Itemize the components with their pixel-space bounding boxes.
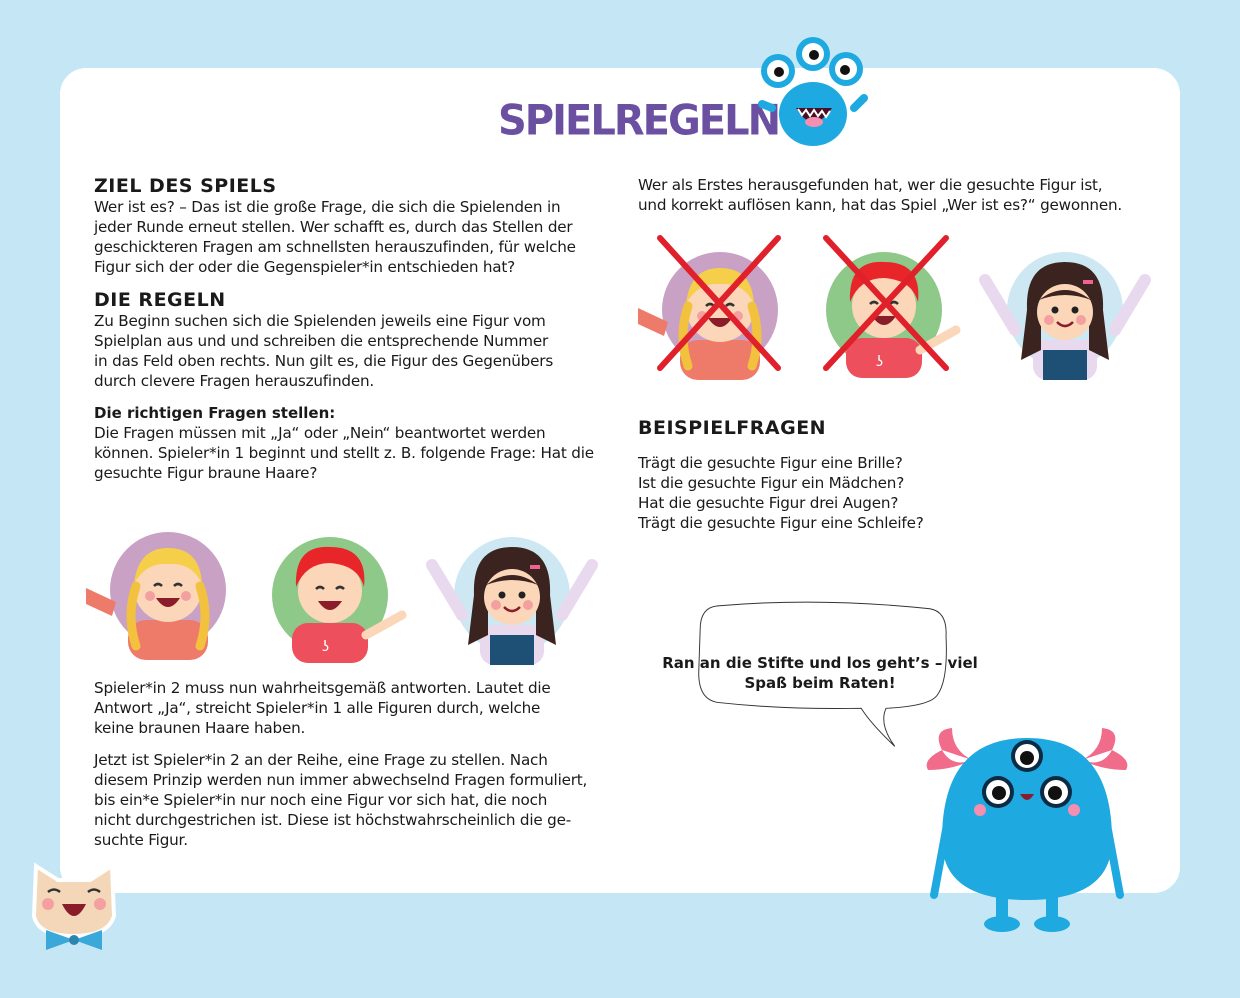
questions-text: Die Fragen müssen mit „Ja“ oder „Nein“ beantwortet werden können. Spieler*in 1 beginnt und stellt z. B. folgende Frage: Hat die gesuchte Figur braune Haare? [94, 424, 594, 482]
character-redhead-boy [270, 535, 390, 655]
rules-heading: DIE REGELN [94, 289, 226, 311]
three-eyed-monster-icon [758, 36, 868, 148]
character-blonde-girl [108, 530, 228, 650]
blue-monster-icon [922, 720, 1132, 935]
page-title: SPIELREGELN [498, 96, 780, 146]
goal-heading: ZIEL DES SPIELS [94, 175, 277, 197]
examples-heading: BEISPIELFRAGEN [638, 417, 827, 439]
character-brunette-girl-remaining [1005, 250, 1125, 370]
examples-list: Trägt die gesuchte Figur eine Brille? Ist die gesuchte Figur ein Mädchen? Hat die gesuchte Figur drei Augen? Trägt die gesuchte Figur eine Schleife? [638, 454, 924, 532]
cat-icon [28, 856, 120, 952]
speech-bubble-text: Ran an die Stifte und los geht’s – viel Spaß beim Raten! [662, 654, 978, 692]
winner-text: Wer als Erstes herausgefunden hat, wer die gesuchte Figur ist, und korrekt auflösen kann, hat das Spiel „Wer ist es?“ gewonnen. [638, 176, 1123, 214]
character-blonde-girl-crossed [660, 250, 780, 370]
questions-subheading: Die richtigen Fragen stellen: [94, 404, 336, 422]
character-redhead-boy-crossed [824, 250, 944, 370]
turn-text: Jetzt ist Spieler*in 2 an der Reihe, eine Frage zu stellen. Nach diesem Prinzip werden nun immer abwechselnd Fragen formuliert, bis ein*e Spieler*in nur noch eine Figur vor sich hat, die noch nicht durchgestrichen ist. Diese ist höchstwahrscheinlich die ge- suchte Figur. [94, 751, 588, 849]
answer-text: Spieler*in 2 muss nun wahrheitsgemäß antworten. Lautet die Antwort „Ja“, streicht Spieler*in 1 alle Figuren durch, welche keine braunen Haare haben. [94, 679, 551, 737]
goal-text: Wer ist es? – Das ist die große Frage, die sich die Spielenden in jeder Runde erneut stellen. Wer schafft es, durch das Stellen der geschickteren Fragen am schnellsten herauszufinden, für welche Figur sich der oder die Gegenspieler*in entschieden hat? [94, 198, 576, 276]
character-brunette-girl [452, 535, 572, 655]
rules-text: Zu Beginn suchen sich die Spielenden jeweils eine Figur vom Spielplan aus und und schreiben die entsprechende Nummer in das Feld oben rechts. Nun gilt es, die Figur des Gegenübers durch clevere Fragen herauszufinden. [94, 312, 554, 390]
